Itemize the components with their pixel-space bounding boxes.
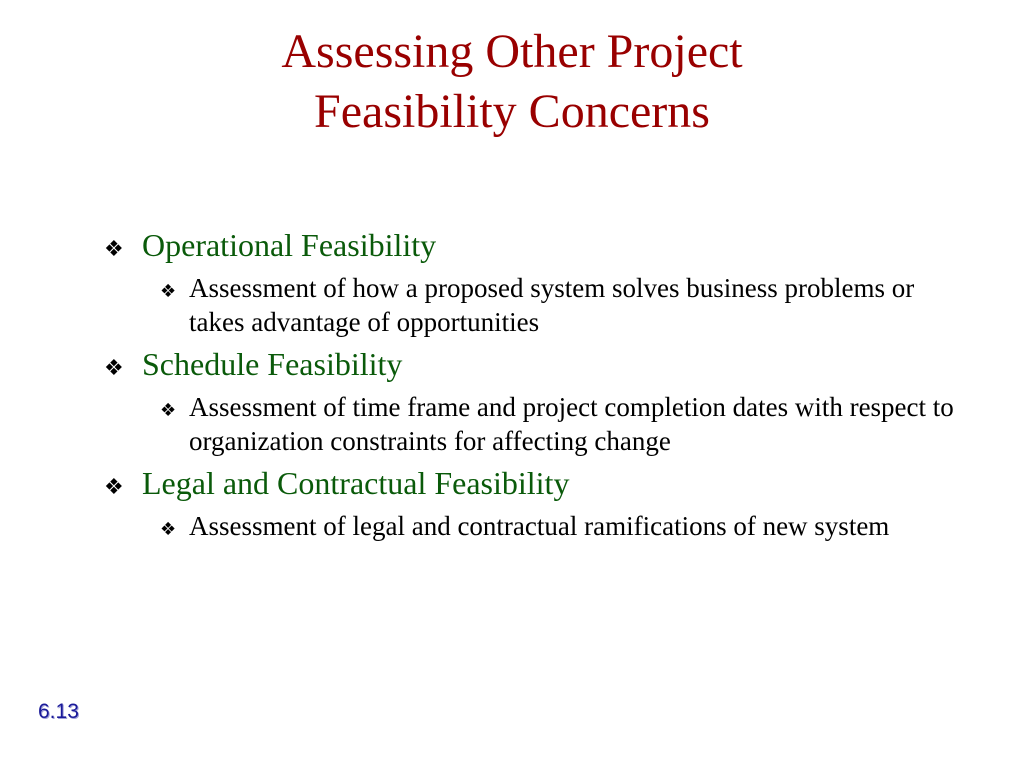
bullet-list	[104, 220, 964, 551]
bullet-operational	[104, 226, 964, 269]
sub-bullet-schedule	[160, 390, 964, 458]
sub-bullet-legal	[160, 509, 964, 547]
diamond-bullet-icon: ❖	[104, 356, 124, 381]
slide-number: 6.13	[38, 700, 79, 723]
slide-title	[0, 22, 1024, 142]
sub-bullet-operational	[160, 271, 964, 339]
diamond-bullet-icon: ❖	[104, 475, 124, 500]
slide-title-line-2: Feasibility Concerns	[314, 85, 710, 138]
sub-bullet-text: Assessment of legal and contractual ramifications of new system	[189, 511, 890, 541]
bullet-heading: Schedule Feasibility	[142, 346, 403, 382]
diamond-bullet-icon: ❖	[160, 400, 177, 421]
sub-bullet-text: Assessment of time frame and project completion dates with respect to organization constraints for affecting change	[189, 392, 954, 456]
sub-bullet-text: Assessment of how a proposed system solves business problems or takes advantage of opportunities	[189, 273, 915, 337]
slide-title-line-1: Assessing Other Project	[281, 25, 743, 78]
bullet-legal	[104, 464, 964, 507]
diamond-bullet-icon: ❖	[104, 237, 124, 262]
bullet-schedule	[104, 345, 964, 388]
diamond-bullet-icon: ❖	[160, 519, 177, 540]
diamond-bullet-icon: ❖	[160, 281, 177, 302]
bullet-heading: Legal and Contractual Feasibility	[142, 465, 570, 501]
bullet-heading: Operational Feasibility	[142, 227, 437, 263]
